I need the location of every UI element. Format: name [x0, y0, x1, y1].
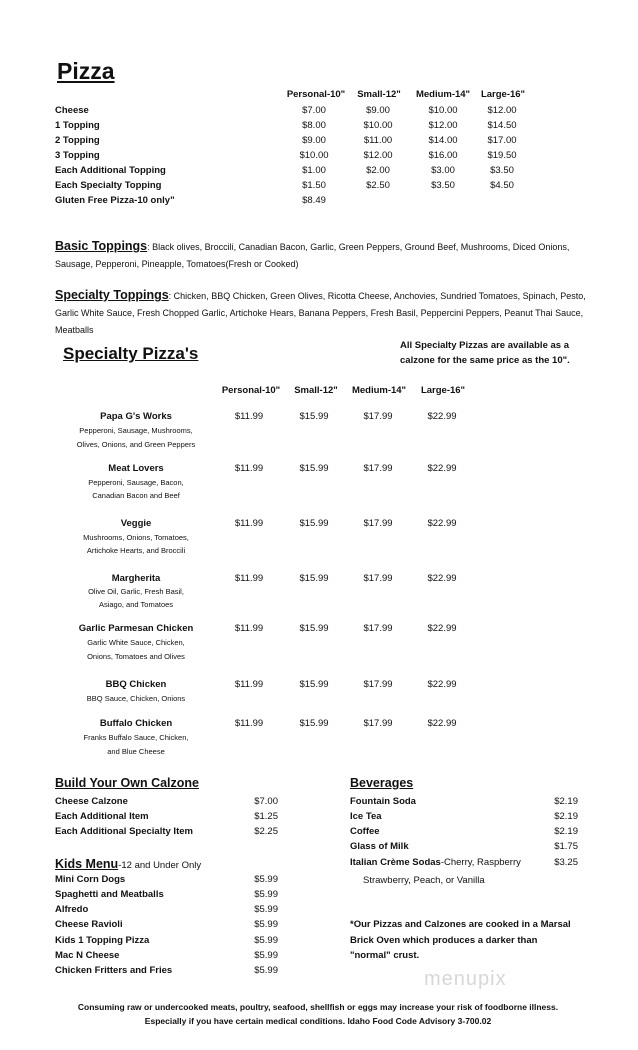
beverage-price: $1.75 [554, 841, 578, 852]
specialty-item-desc: Mushrooms, Onions, Tomatoes, [83, 533, 189, 542]
specialty-price: $15.99 [299, 411, 329, 422]
pizza-price: $8.00 [302, 120, 326, 131]
calzone-item-price: $7.00 [254, 796, 278, 807]
beverage-price: $2.19 [554, 796, 578, 807]
basic-toppings-label: Basic Toppings [55, 239, 148, 253]
pizza-price: $12.00 [363, 150, 393, 161]
pizza-price: $19.50 [487, 150, 517, 161]
pizza-size-small: Small-12" [357, 89, 401, 100]
menupix-watermark: menupix [424, 968, 507, 990]
specialty-price: $11.99 [234, 573, 264, 584]
specialty-item-desc: Olive Oil, Garlic, Fresh Basil, [88, 587, 184, 596]
pizza-price: $17.00 [487, 135, 517, 146]
kids-item-price: $5.99 [254, 889, 278, 900]
pizza-price: $10.00 [299, 150, 329, 161]
pizza-price: $3.50 [490, 165, 514, 176]
basic-toppings-text: : Black olives, Broccili, Canadian Bacon, Garlic, Green Peppers, Ground Beef, Mushrooms, Diced Onions, Sausage, Pepperoni, Pineapple, Tomatoes(Fresh or Cooked) [55, 242, 570, 269]
pizza-price: $3.50 [431, 180, 455, 191]
specialty-price: $15.99 [299, 623, 329, 634]
pizza-price: $12.00 [487, 105, 517, 116]
pizza-price: $3.00 [431, 165, 455, 176]
oven-note-line2: Brick Oven which produces a darker than [350, 935, 538, 946]
kids-menu-subtitle: -12 and Under Only [118, 860, 202, 871]
specialty-price: $11.99 [234, 623, 264, 634]
pizza-price: $1.50 [302, 180, 326, 191]
specialty-price: $17.99 [363, 518, 393, 529]
specialty-price: $22.99 [427, 623, 457, 634]
specialty-item-desc: Asiago, and Tomatoes [98, 600, 174, 609]
pizza-row-name: 2 Topping [55, 135, 100, 146]
specialty-item-desc: Garlic White Sauce, Chicken, [87, 638, 185, 647]
specialty-price: $22.99 [427, 718, 457, 729]
specialty-size-large: Large-16" [420, 385, 466, 396]
kids-item-name: Mini Corn Dogs [55, 874, 126, 885]
beverage-price: $2.19 [554, 811, 578, 822]
pizza-row-name: Gluten Free Pizza-10 only" [55, 195, 175, 206]
specialty-toppings-label: Specialty Toppings [55, 288, 169, 302]
specialty-item-name: Garlic Parmesan Chicken [78, 623, 194, 634]
specialty-item-desc: Canadian Bacon and Beef [92, 491, 180, 500]
specialty-item-desc: Pepperoni, Sausage, Bacon, [88, 478, 184, 487]
specialty-size-personal: Personal-10" [221, 385, 281, 396]
pizza-price: $2.00 [366, 165, 390, 176]
footer-advisory-line1: Consuming raw or undercooked meats, poultry, seafood, shellfish or eggs may increase your risk of foodborne illness. [77, 1002, 559, 1012]
kids-item-price: $5.99 [254, 935, 278, 946]
kids-item-name: Cheese Ravioli [55, 919, 123, 930]
pizza-price: $7.00 [302, 105, 326, 116]
oven-note-line3: "normal" crust. [350, 950, 420, 961]
kids-menu-heading [55, 855, 201, 873]
pizza-size-medium: Medium-14" [415, 89, 471, 100]
pizza-price: $4.50 [490, 180, 514, 191]
pizza-price: $11.00 [363, 135, 393, 146]
beverage-name: Glass of Milk [350, 841, 409, 852]
calzone-item-name: Each Additional Specialty Item [55, 826, 193, 837]
pizza-price: $1.00 [302, 165, 326, 176]
pizza-title: Pizza [57, 58, 115, 84]
calzone-item-price: $1.25 [254, 811, 278, 822]
oven-note-line1: *Our Pizzas and Calzones are cooked in a Marsal [350, 919, 571, 930]
pizza-size-personal: Personal-10" [286, 89, 346, 100]
kids-menu-title: Kids Menu [55, 857, 119, 871]
specialty-item-name: BBQ Chicken [105, 679, 167, 690]
kids-item-name: Spaghetti and Meatballs [55, 889, 164, 900]
specialty-price: $22.99 [427, 518, 457, 529]
footer-advisory-line2: Especially if you have certain medical conditions. Idaho Food Code Advisory 3-700.02 [144, 1016, 492, 1026]
pizza-price: $14.50 [487, 120, 517, 131]
calzone-title: Build Your Own Calzone [55, 776, 199, 790]
specialty-price: $15.99 [299, 718, 329, 729]
specialty-item-name: Margherita [111, 573, 161, 584]
specialty-item-desc: Onions, Tomatoes and Olives [87, 652, 185, 661]
specialty-price: $17.99 [363, 411, 393, 422]
kids-item-price: $5.99 [254, 919, 278, 930]
pizza-price: $10.00 [428, 105, 458, 116]
specialty-price: $17.99 [363, 463, 393, 474]
italian-soda-flavors-more: Strawberry, Peach, or Vanilla [363, 875, 485, 886]
specialty-price: $15.99 [299, 518, 329, 529]
specialty-price: $11.99 [234, 463, 264, 474]
specialty-item-desc: Pepperoni, Sausage, Mushrooms, [79, 426, 193, 435]
pizza-row-name: Cheese [55, 105, 89, 116]
specialty-item-desc: Franks Buffalo Sauce, Chicken, [83, 733, 189, 742]
pizza-price: $10.00 [363, 120, 393, 131]
italian-soda [350, 857, 521, 868]
specialty-size-small: Small-12" [294, 385, 338, 396]
kids-item-name: Mac N Cheese [55, 950, 120, 961]
specialty-item-name: Veggie [120, 518, 152, 529]
pizza-row-name: Each Specialty Topping [55, 180, 162, 191]
pizza-row-name: 3 Topping [55, 150, 100, 161]
pizza-price: $14.00 [428, 135, 458, 146]
pizza-price: $9.00 [302, 135, 326, 146]
italian-soda-flavors: -Cherry, Raspberry [440, 857, 521, 868]
pizza-price: $16.00 [428, 150, 458, 161]
specialty-price: $22.99 [427, 573, 457, 584]
specialty-item-name: Papa G's Works [100, 411, 172, 422]
beverage-name: Fountain Soda [350, 796, 416, 807]
kids-item-price: $5.99 [254, 904, 278, 915]
specialty-price: $22.99 [427, 463, 457, 474]
beverages-title: Beverages [350, 776, 414, 790]
specialty-size-medium: Medium-14" [351, 385, 407, 396]
specialty-item-desc: BBQ Sauce, Chicken, Onions [86, 694, 186, 703]
beverage-price: $2.19 [554, 826, 578, 837]
kids-item-name: Chicken Fritters and Fries [55, 965, 173, 976]
specialty-price: $15.99 [299, 573, 329, 584]
specialty-price: $22.99 [427, 411, 457, 422]
specialty-price: $22.99 [427, 679, 457, 690]
specialty-item-desc: and Blue Cheese [107, 747, 165, 756]
pizza-price: $12.00 [428, 120, 458, 131]
italian-soda-price: $3.25 [554, 857, 578, 868]
calzone-note-line2: calzone for the same price as the 10". [400, 355, 570, 366]
pizza-size-large: Large-16" [480, 89, 526, 100]
specialty-price: $15.99 [299, 463, 329, 474]
kids-item-price: $5.99 [254, 874, 278, 885]
specialty-item-name: Buffalo Chicken [99, 718, 173, 729]
specialty-price: $11.99 [234, 718, 264, 729]
specialty-item-desc: Olives, Onions, and Green Peppers [76, 440, 196, 449]
specialty-toppings-text: : Chicken, BBQ Chicken, Green Olives, Ricotta Cheese, Anchovies, Sundried Tomatoes, Spinach, Pesto, Garlic White Sauce, Fresh Chopped Garlic, Artichoke Hears, Banana Peppers, Fresh Basil, Peppercini Peppers, Peanut Thai Sauce, Meatballs [55, 291, 586, 335]
specialty-price: $15.99 [299, 679, 329, 690]
specialty-price: $11.99 [234, 518, 264, 529]
specialty-item-desc: Artichoke Hearts, and Broccili [86, 546, 186, 555]
specialty-pizzas-title: Specialty Pizza's [63, 344, 199, 363]
basic-toppings [55, 238, 595, 273]
beverage-name: Coffee [350, 826, 380, 837]
kids-item-price: $5.99 [254, 950, 278, 961]
calzone-note-line1: All Specialty Pizzas are available as a [400, 340, 569, 351]
specialty-price: $17.99 [363, 679, 393, 690]
specialty-price: $17.99 [363, 623, 393, 634]
specialty-price: $11.99 [234, 411, 264, 422]
specialty-price: $11.99 [234, 679, 264, 690]
pizza-row-name: Each Additional Topping [55, 165, 166, 176]
pizza-row-name: 1 Topping [55, 120, 100, 131]
kids-item-name: Kids 1 Topping Pizza [55, 935, 150, 946]
specialty-price: $17.99 [363, 718, 393, 729]
beverage-name: Ice Tea [350, 811, 382, 822]
calzone-item-price: $2.25 [254, 826, 278, 837]
kids-item-name: Alfredo [55, 904, 89, 915]
pizza-price: $8.49 [302, 195, 326, 206]
kids-item-price: $5.99 [254, 965, 278, 976]
specialty-toppings [55, 287, 595, 339]
specialty-item-name: Meat Lovers [108, 463, 164, 474]
italian-soda-name: Italian Crème Sodas [350, 857, 441, 868]
calzone-item-name: Each Additional Item [55, 811, 149, 822]
specialty-price: $17.99 [363, 573, 393, 584]
calzone-item-name: Cheese Calzone [55, 796, 128, 807]
pizza-price: $9.00 [366, 105, 390, 116]
pizza-price: $2.50 [366, 180, 390, 191]
